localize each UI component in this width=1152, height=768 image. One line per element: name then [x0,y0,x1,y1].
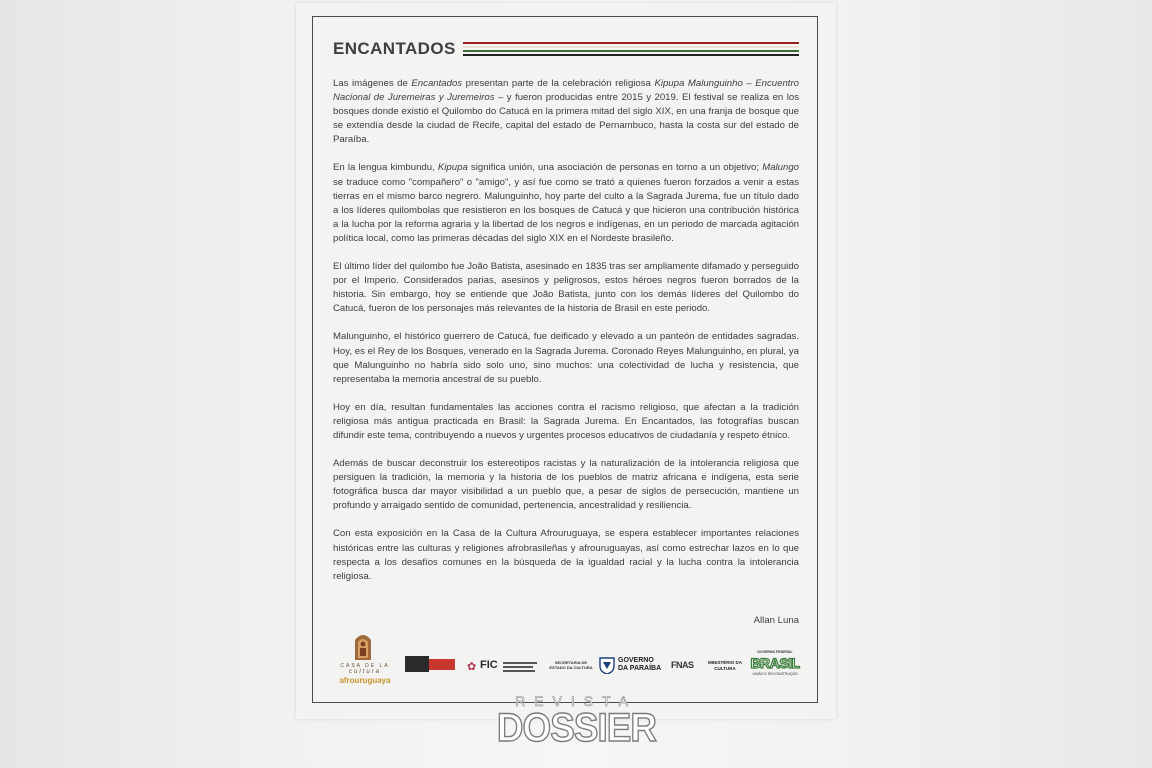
stripe-green [463,50,799,52]
paragraph-4: Malunguinho, el histórico guerrero de Catucá, fue deificado y elevado a un panteón de entidades sagradas. Hoy, es el Rey de los Bosques, venerado en la Sagrada Jurema. Coronado Reyes Malunguinho, en plural, ya que Malunguinho no habría sido solo uno, sino muchos: una colectividad de lucha y resistencia, que representaba la memoria ancestral de su pueblo. [333,331,799,385]
logo-fic [467,660,539,674]
paragraph-7: Con esta exposición en la Casa de la Cultura Afrouruguaya, se espera establecer importantes relaciones históricas entre las culturas y religiones afrobrasileñas y afrouruguayas, así como estrechar lazos en lo que respecta a los desafíos comunes en la búsqueda de la igualdad racial y la lucha contra la intolerancia religiosa. [333,528,799,582]
logo-red-block [429,659,455,670]
fic-label: FIC [480,659,498,671]
sponsor-logos [333,630,803,690]
p2-text-a: En la lengua kimbundu, [333,162,438,174]
paragraph-3: El último líder del quilombo fue João Batista, asesinado en 1835 tras ser ampliamente difamado y perseguido por el Imperio. Considerados parias, asesinos y peligrosos, estos héroes negros fueron borrados de la historia. Sin embargo, hoy se entiende que João Batista, junto con los demás líderes del Quilombo do Catucá, fueron de los personajes más relevantes de la historia de Brasil en este periodo. [333,261,799,315]
stripe-red [463,42,799,44]
p2-italic-malungo: Malungo [762,162,800,174]
watermark-dossier: DOSSIER [496,706,657,750]
exhibition-panel [296,3,836,719]
revista-dossier-watermark [490,694,662,748]
logo-fnas: FNAS [671,660,694,670]
casa-line-1: CASA DE LA [340,663,390,669]
panel-title: ENCANTADOS [333,39,456,58]
casa-emblem-icon [353,630,373,662]
panel-frame [312,16,818,703]
fic-rule-2 [503,666,533,668]
stripe-black [463,54,799,56]
fic-rule-1 [503,662,537,664]
stripe-cream [463,46,799,48]
watermark-revista: REVISTA [515,693,637,709]
panel-body [333,77,799,598]
brasil-bottom-text: UNIÃO E RECONSTRUÇÃO [752,672,798,676]
paragraph-6: Además de buscar deconstruir los estereotipos racistas y la naturalización de la intolerancia religiosa que persiguen la tradición, la memoria y la historia de los pueblos de matriz africana e indígena, esta serie fotográfica busca dar mayor visibilidad a un pueblo que, a pesar de siglos de persecución, mantiene un profundo y arraigado sentido de comunidad, pertenencia, ancestralidad y resiliencia. [333,458,799,512]
paragraph-5: Hoy en día, resultan fundamentales las acciones contra el racismo religioso, que afectan a la tradición religiosa más antigua practicada en Brasil: la Sagrada Jurema. En Encantados, las fotografías buscan difundir este tema, contribuyendo a nuevos y urgentes procesos educativos de ciudadanía y respeto étnico. [333,401,799,441]
casa-line-2: cultura [348,669,381,675]
p1-italic-festival-name: Kipupa Malunguinho – Encuentro Nacional de Juremeiras y Juremeiros [333,78,799,104]
brasil-main-text: BRASIL [750,655,800,671]
p2-text-c: significa unión, una asociación de personas en torno a un objetivo; [467,162,763,174]
title-stripes [463,42,799,58]
logo-dark-block [405,656,429,672]
p1-italic-encantados: Encantados [411,78,463,89]
logo-casa-cultura [333,630,397,686]
logo-secretaria: SECRETARIA DE ESTADO DA CULTURA [549,660,593,670]
p2-text-e: se traduce como "compañero" o "amigo", y así fue como se trató a quienes fueron forzados a venir a estas tierras en el mismo barco negrero. Malunguinho, hoy parte del culto a la Sagrada Jurema, fue un título dado a los líderes quilombolas que resistieron en los bosques de Catucá y que hicieron una contribución histórica a la lucha por la reforma agraria y la libertad de los negros e indígenas, en un periodo de marcada agitación política local, como las primeras décadas del siglo XIX en el Nordeste brasileño. [333,176,799,244]
p1-text-a: Las imágenes de [333,78,412,89]
paraiba-crest-icon [599,656,615,674]
p2-italic-kipupa: Kipupa [437,162,468,174]
governo-line-2: DA PARAÍBA [618,665,662,672]
logo-governo-paraiba [599,656,663,676]
logo-ministerio-cultura: MINISTÉRIO DA CULTURA [707,660,742,671]
p1-text-c: presentan parte de la celebración religiosa [462,78,655,89]
governo-line-1: GOVERNO [618,657,654,664]
fic-rule-3 [503,670,535,672]
logo-governo-federal-brasil [749,650,801,680]
paragraph-1 [333,77,799,147]
p1-text-e: – y fueron producidas entre 2015 y 2019. El festival se realiza en los bosques donde existió el Quilombo do Catucá en la primera mitad del siglo XIX, en una franja de bosque que se extendía desde la ciudad de Recife, capital del estado de Pernambuco, hasta la costa sur del estado de Paraíba. [333,92,799,146]
paragraph-2 [333,161,799,246]
logo-arte-urbana [405,656,455,672]
fic-flower-icon: ✿ [467,661,477,673]
author-signature: Allan Luna [753,615,799,626]
brasil-top-text: GOVERNO FEDERAL [757,650,793,654]
casa-line-3: afrouruguaya [339,676,391,685]
